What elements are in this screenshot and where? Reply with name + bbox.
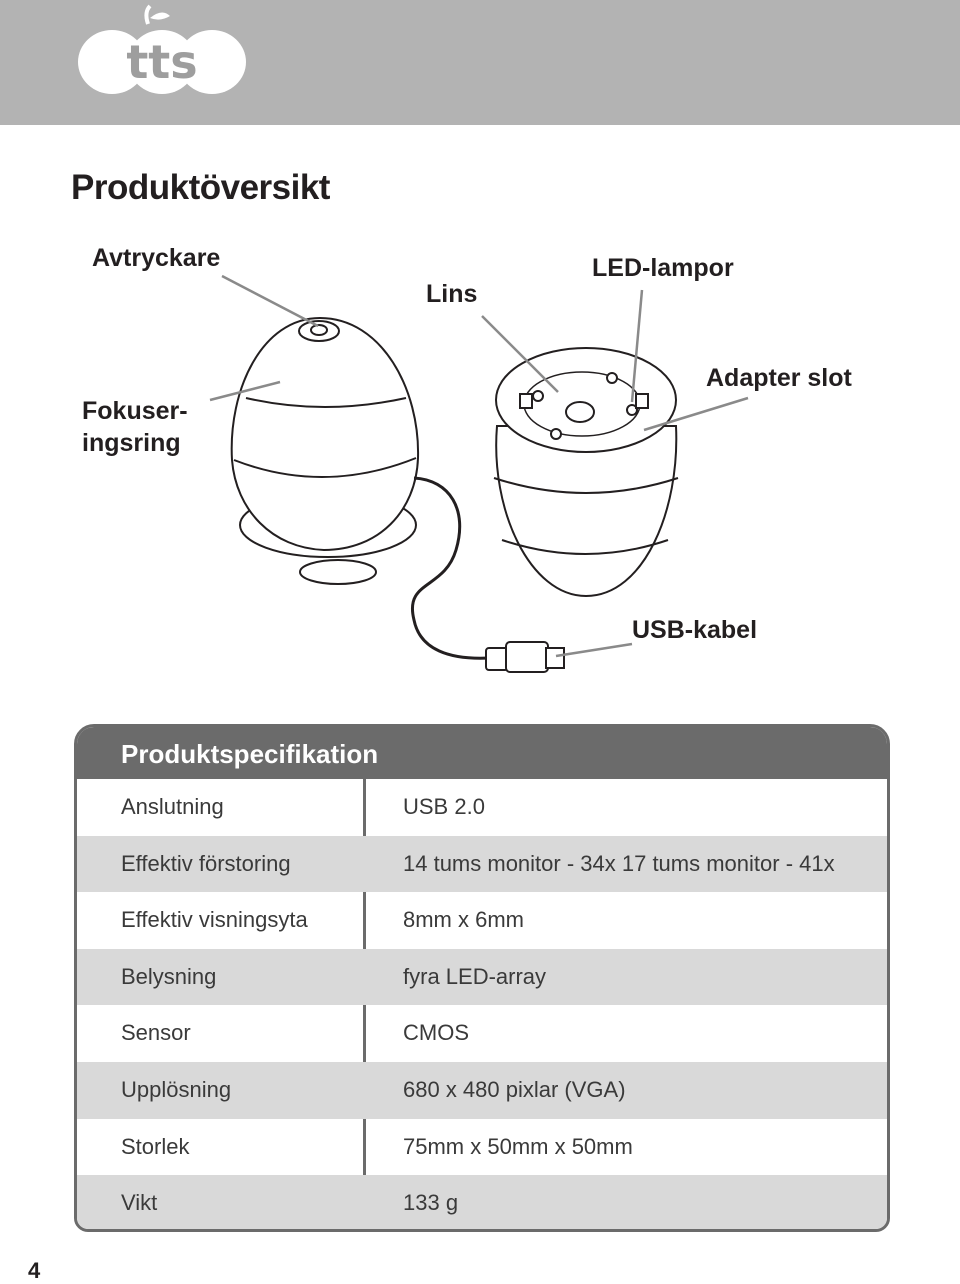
callout-leds: LED-lampor xyxy=(592,254,734,282)
led-2 xyxy=(607,373,617,383)
left-unit-foot xyxy=(300,560,376,584)
usb-plug xyxy=(486,642,564,672)
spec-value: CMOS xyxy=(403,1020,469,1046)
adapter-slot-2 xyxy=(636,394,648,408)
spec-value: USB 2.0 xyxy=(403,794,485,819)
callout-adapter-slot: Adapter slot xyxy=(706,364,852,392)
spec-label: Effektiv visningsyta xyxy=(121,907,308,933)
adapter-slot-1 xyxy=(520,394,532,408)
spec-label: Belysning xyxy=(121,963,217,989)
callout-usb-cable: USB-kabel xyxy=(632,616,758,644)
spec-value: 8mm x 6mm xyxy=(403,907,524,933)
spec-value: 133 g xyxy=(403,1190,459,1216)
spec-label: Sensor xyxy=(121,1020,191,1046)
spec-label: Vikt xyxy=(121,1190,158,1216)
spec-row xyxy=(77,892,887,949)
spec-value: 680 x 480 pixlar (VGA) xyxy=(403,1076,626,1102)
spec-row xyxy=(77,949,887,1006)
callout-shutter: Avtryckare xyxy=(92,244,221,272)
spec-row xyxy=(77,1005,887,1062)
led-1 xyxy=(533,391,543,401)
header-band xyxy=(0,0,960,125)
tts-logo xyxy=(70,2,255,102)
lens xyxy=(566,402,594,422)
spec-row xyxy=(77,1062,887,1119)
page-title: Produktöversikt xyxy=(71,168,330,207)
svg-text:tts: tts xyxy=(126,35,198,89)
spec-row xyxy=(77,1119,887,1176)
product-diagram xyxy=(0,230,960,710)
left-unit-body xyxy=(232,318,418,550)
spec-label: Storlek xyxy=(121,1133,190,1159)
spec-label: Upplösning xyxy=(121,1076,232,1102)
spec-value: 75mm x 50mm x 50mm xyxy=(403,1133,633,1159)
callout-focus-ring-line2: ingsring xyxy=(82,429,181,457)
spec-row xyxy=(77,779,887,836)
spec-table-title: Produktspecifikation xyxy=(77,727,887,779)
usb-cable xyxy=(412,478,490,658)
callout-focus-ring-line1: Fokuser- xyxy=(82,397,188,425)
spec-table xyxy=(74,724,890,1232)
page-number: 4 xyxy=(28,1258,41,1283)
spec-label: Anslutning xyxy=(121,794,224,819)
spec-row xyxy=(77,836,887,893)
spec-label: Effektiv förstoring xyxy=(121,850,291,876)
spec-value: fyra LED-array xyxy=(403,963,547,989)
spec-value: 14 tums monitor - 34x 17 tums monitor - 41x xyxy=(403,850,835,876)
spec-row xyxy=(77,1175,887,1232)
led-4 xyxy=(551,429,561,439)
callout-lens: Lins xyxy=(426,280,478,308)
